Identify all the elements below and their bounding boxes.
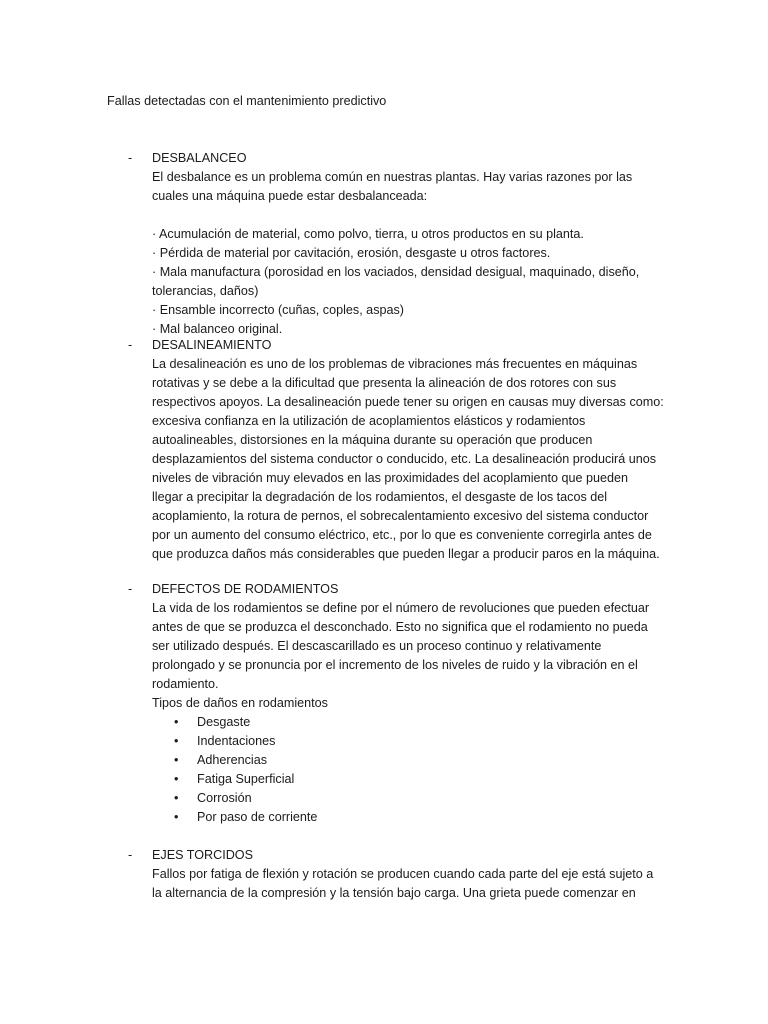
bullet-icon: • xyxy=(174,772,179,786)
paragraph-line: ser utilizado después. El descascarillado es un proceso continuo y relativamente xyxy=(152,639,602,653)
paragraph-line: desplazamientos del sistema conductor o conducido, etc. La desalineación producirá unos xyxy=(152,452,657,466)
paragraph-line: autoalineables, distorsiones en la máquina durante su operación que producen xyxy=(152,433,593,447)
paragraph-line: llegar a precipitar la degradación de los rodamientos, el desgaste de los tacos del xyxy=(152,490,608,504)
bullet-list xyxy=(152,713,662,827)
section-body xyxy=(152,580,662,827)
paragraph-line: niveles de vibración muy elevados en las proximidades del acoplamiento que pueden xyxy=(152,471,629,485)
document-title: Fallas detectadas con el mantenimiento predictivo xyxy=(107,94,387,108)
paragraph-line: rotativas y se debe a la dificultad que presenta la alineación de dos rotores con sus xyxy=(152,376,617,390)
paragraph-line: · Mala manufactura (porosidad en los vaciados, densidad desigual, maquinado, diseño, xyxy=(152,265,640,279)
paragraph-line: que produzca daños más considerables que pueden llegar a producir paros en la máquina. xyxy=(152,547,660,561)
paragraph-line: · Ensamble incorrecto (cuñas, coples, aspas) xyxy=(152,303,404,317)
paragraph-line: cuales una máquina puede estar desbalanceada: xyxy=(152,189,428,203)
section-body xyxy=(152,846,662,903)
section-body xyxy=(152,149,662,339)
list-item-label: Indentaciones xyxy=(197,734,276,748)
paragraph-line: excesiva confianza en la utilización de acoplamientos elásticos y rodamientos xyxy=(152,414,586,428)
paragraph-line: rodamiento. xyxy=(152,677,219,691)
paragraph-line: acoplamiento, la rotura de pernos, el sobrecalentamiento excesivo del sistema conductor xyxy=(152,509,649,523)
section-dash-marker: - xyxy=(128,338,133,352)
paragraph-line: El desbalance es un problema común en nuestras plantas. Hay varias razones por las xyxy=(152,170,633,184)
section-heading: DEFECTOS DE RODAMIENTOS xyxy=(152,582,339,596)
section-dash-marker: - xyxy=(128,582,133,596)
list-item-label: Fatiga Superficial xyxy=(197,772,295,786)
paragraph-line: La vida de los rodamientos se define por el número de revoluciones que pueden efectuar xyxy=(152,601,650,615)
list-item xyxy=(152,732,662,751)
section-body xyxy=(152,336,662,564)
paragraph-line: la alternancia de la compresión y la tensión bajo carga. Una grieta puede comenzar en xyxy=(152,886,636,900)
bullet-icon: • xyxy=(174,753,179,767)
section-dash-marker: - xyxy=(128,848,133,862)
section-heading: DESALINEAMIENTO xyxy=(152,338,272,352)
paragraph-line: · Acumulación de material, como polvo, tierra, u otros productos en su planta. xyxy=(152,227,584,241)
list-item xyxy=(152,751,662,770)
paragraph-line: respectivos apoyos. La desalineación puede tener su origen en causas muy diversas como: xyxy=(152,395,664,409)
paragraph-line: tolerancias, daños) xyxy=(152,284,259,298)
bullet-icon: • xyxy=(174,734,179,748)
bullet-icon: • xyxy=(174,715,179,729)
section-heading: EJES TORCIDOS xyxy=(152,848,254,862)
section-dash-marker: - xyxy=(128,151,133,165)
section-heading: DESBALANCEO xyxy=(152,151,247,165)
list-item xyxy=(152,789,662,808)
paragraph-line: La desalineación es uno de los problemas de vibraciones más frecuentes en máquinas xyxy=(152,357,638,371)
list-item-label: Por paso de corriente xyxy=(197,810,318,824)
subheading-line: Tipos de daños en rodamientos xyxy=(152,696,328,710)
bullet-icon: • xyxy=(174,810,179,824)
list-item xyxy=(152,770,662,789)
list-item xyxy=(152,808,662,827)
paragraph-line: Fallos por fatiga de flexión y rotación se producen cuando cada parte del eje está sujeto a xyxy=(152,867,654,881)
paragraph-line: prolongado y se pronuncia por el incremento de los niveles de ruido y la vibración en el xyxy=(152,658,638,672)
paragraph-line: · Mal balanceo original. xyxy=(152,322,283,336)
bullet-icon: • xyxy=(174,791,179,805)
blank-line xyxy=(152,206,662,225)
paragraph-line: · Pérdida de material por cavitación, erosión, desgaste u otros factores. xyxy=(152,246,551,260)
list-item-label: Desgaste xyxy=(197,715,251,729)
paragraph-line: antes de que se produzca el desconchado. Esto no significa que el rodamiento no pueda xyxy=(152,620,648,634)
list-item-label: Corrosión xyxy=(197,791,252,805)
list-item-label: Adherencias xyxy=(197,753,268,767)
paragraph-line: por un aumento del consumo eléctrico, etc., por lo que es conveniente corregirla antes de xyxy=(152,528,652,542)
list-item xyxy=(152,713,662,732)
